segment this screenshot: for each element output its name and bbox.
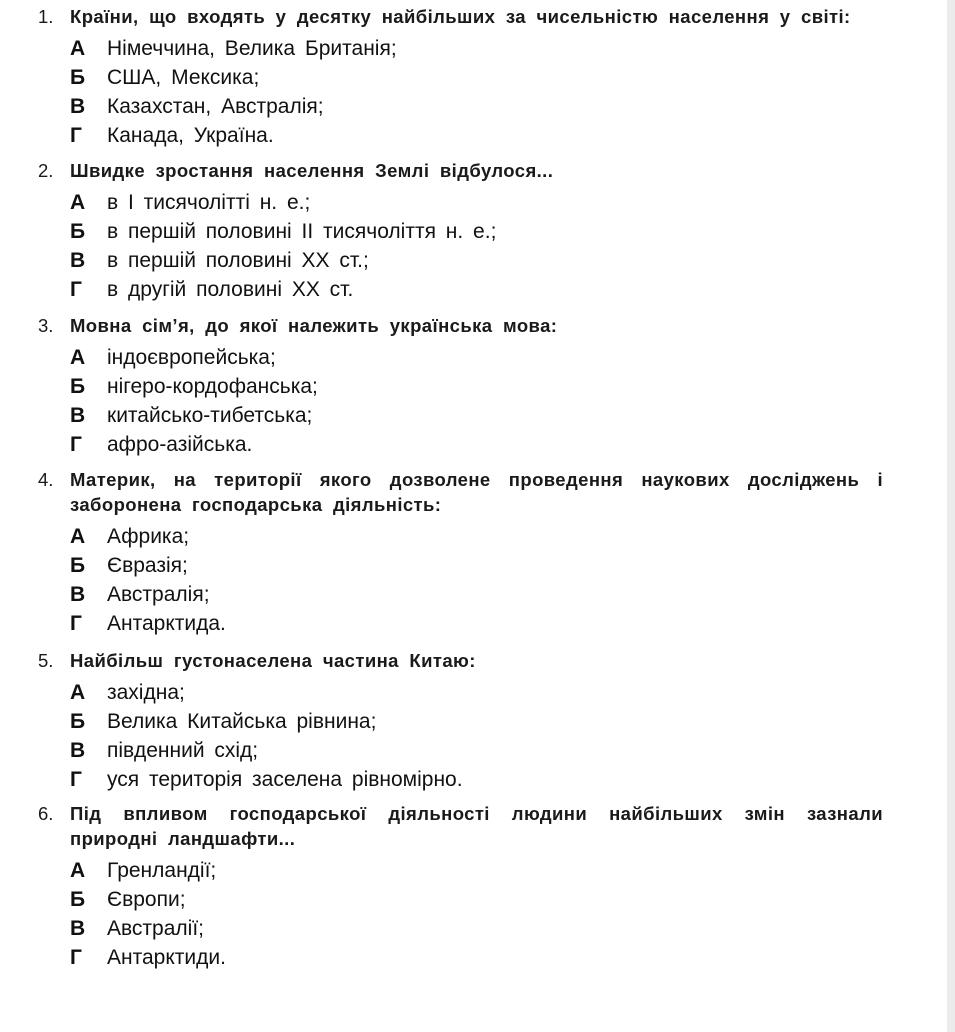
option-b[interactable] bbox=[38, 551, 883, 580]
question-2 bbox=[38, 158, 883, 304]
options-list bbox=[38, 522, 883, 638]
option-letter: Б bbox=[70, 710, 86, 733]
options-list bbox=[38, 856, 883, 972]
option-a[interactable] bbox=[38, 522, 883, 551]
option-letter: А bbox=[70, 525, 86, 548]
option-letter: Г bbox=[70, 278, 82, 301]
option-letter: А bbox=[70, 346, 86, 369]
option-letter: Г bbox=[70, 433, 82, 456]
option-text: нігеро-кордофанська; bbox=[107, 375, 318, 398]
option-text: в першій половині ХХ ст.; bbox=[107, 249, 369, 272]
option-letter: Г bbox=[70, 768, 82, 791]
option-text: Африка; bbox=[107, 525, 190, 548]
options-list bbox=[38, 678, 883, 794]
question-label: Країни, що входять у десятку найбільших за чисельністю населення у світі: bbox=[70, 6, 851, 27]
option-letter: В bbox=[70, 739, 86, 762]
option-letter: Г bbox=[70, 612, 82, 635]
option-letter: Б bbox=[70, 554, 86, 577]
options-list bbox=[38, 188, 883, 304]
question-number: 3. bbox=[38, 315, 54, 336]
question-label: Швидке зростання населення Землі відбулося... bbox=[70, 160, 554, 181]
question-label: Під впливом господарської діяльності людини найбільших змін зазнали природні ландшафти... bbox=[70, 803, 883, 849]
question-5 bbox=[38, 648, 883, 794]
option-text: США, Мексика; bbox=[107, 66, 260, 89]
option-text: в І тисячолітті н. е.; bbox=[107, 191, 311, 214]
option-text: індоєвропейська; bbox=[107, 346, 276, 369]
page-edge-divider bbox=[947, 0, 955, 1032]
question-text bbox=[38, 158, 883, 183]
option-a[interactable] bbox=[38, 678, 883, 707]
option-text: Гренландії; bbox=[107, 859, 217, 882]
option-text: китайсько-тибетська; bbox=[107, 404, 313, 427]
option-h[interactable] bbox=[38, 275, 883, 304]
option-v[interactable] bbox=[38, 92, 883, 121]
option-h[interactable] bbox=[38, 430, 883, 459]
option-v[interactable] bbox=[38, 246, 883, 275]
question-label: Мовна сім’я, до якої належить українська мова: bbox=[70, 315, 558, 336]
option-text: Німеччина, Велика Британія; bbox=[107, 37, 397, 60]
option-h[interactable] bbox=[38, 609, 883, 638]
option-letter: В bbox=[70, 583, 86, 606]
option-b[interactable] bbox=[38, 372, 883, 401]
option-letter: Б bbox=[70, 888, 86, 911]
options-list bbox=[38, 343, 883, 459]
question-text bbox=[38, 4, 883, 29]
option-a[interactable] bbox=[38, 343, 883, 372]
question-text bbox=[38, 648, 883, 673]
question-number: 4. bbox=[38, 469, 54, 490]
option-text: в першій половині ІІ тисячоліття н. е.; bbox=[107, 220, 497, 243]
option-b[interactable] bbox=[38, 217, 883, 246]
option-letter: А bbox=[70, 681, 86, 704]
question-number: 5. bbox=[38, 650, 54, 671]
question-text bbox=[38, 467, 883, 517]
question-3 bbox=[38, 313, 883, 459]
question-label: Найбільш густонаселена частина Китаю: bbox=[70, 650, 476, 671]
option-v[interactable] bbox=[38, 736, 883, 765]
question-text bbox=[38, 801, 883, 851]
option-a[interactable] bbox=[38, 856, 883, 885]
option-letter: В bbox=[70, 249, 86, 272]
option-text: Антарктиди. bbox=[107, 946, 226, 969]
question-number: 2. bbox=[38, 160, 54, 181]
question-number: 6. bbox=[38, 803, 54, 824]
option-letter: Б bbox=[70, 375, 86, 398]
question-label: Материк, на території якого дозволене проведення наукових досліджень і заборонена господарська діяльність: bbox=[70, 469, 883, 515]
option-text: уся територія заселена рівномірно. bbox=[107, 768, 463, 791]
option-h[interactable] bbox=[38, 943, 883, 972]
question-1 bbox=[38, 4, 883, 150]
option-letter: А bbox=[70, 191, 86, 214]
question-number: 1. bbox=[38, 6, 54, 27]
option-text: афро-азійська. bbox=[107, 433, 253, 456]
option-text: Казахстан, Австралія; bbox=[107, 95, 324, 118]
question-text bbox=[38, 313, 883, 338]
option-text: Антарктида. bbox=[107, 612, 226, 635]
option-letter: В bbox=[70, 95, 86, 118]
option-text: Австралії; bbox=[107, 917, 204, 940]
option-letter: Б bbox=[70, 220, 86, 243]
option-a[interactable] bbox=[38, 188, 883, 217]
option-text: Європи; bbox=[107, 888, 186, 911]
option-text: в другій половині ХХ ст. bbox=[107, 278, 354, 301]
option-v[interactable] bbox=[38, 914, 883, 943]
option-h[interactable] bbox=[38, 121, 883, 150]
option-letter: Б bbox=[70, 66, 86, 89]
option-v[interactable] bbox=[38, 580, 883, 609]
option-a[interactable] bbox=[38, 34, 883, 63]
option-h[interactable] bbox=[38, 765, 883, 794]
option-text: західна; bbox=[107, 681, 185, 704]
option-text: Австралія; bbox=[107, 583, 210, 606]
option-v[interactable] bbox=[38, 401, 883, 430]
option-text: південний схід; bbox=[107, 739, 259, 762]
options-list bbox=[38, 34, 883, 150]
option-letter: А bbox=[70, 37, 86, 60]
option-text: Євразія; bbox=[107, 554, 188, 577]
option-text: Велика Китайська рівнина; bbox=[107, 710, 377, 733]
option-text: Канада, Україна. bbox=[107, 124, 274, 147]
option-b[interactable] bbox=[38, 707, 883, 736]
question-6 bbox=[38, 801, 883, 972]
question-4 bbox=[38, 467, 883, 638]
option-letter: Г bbox=[70, 946, 82, 969]
option-b[interactable] bbox=[38, 885, 883, 914]
option-letter: Г bbox=[70, 124, 82, 147]
option-letter: В bbox=[70, 404, 86, 427]
option-letter: В bbox=[70, 917, 86, 940]
option-b[interactable] bbox=[38, 63, 883, 92]
option-letter: А bbox=[70, 859, 86, 882]
